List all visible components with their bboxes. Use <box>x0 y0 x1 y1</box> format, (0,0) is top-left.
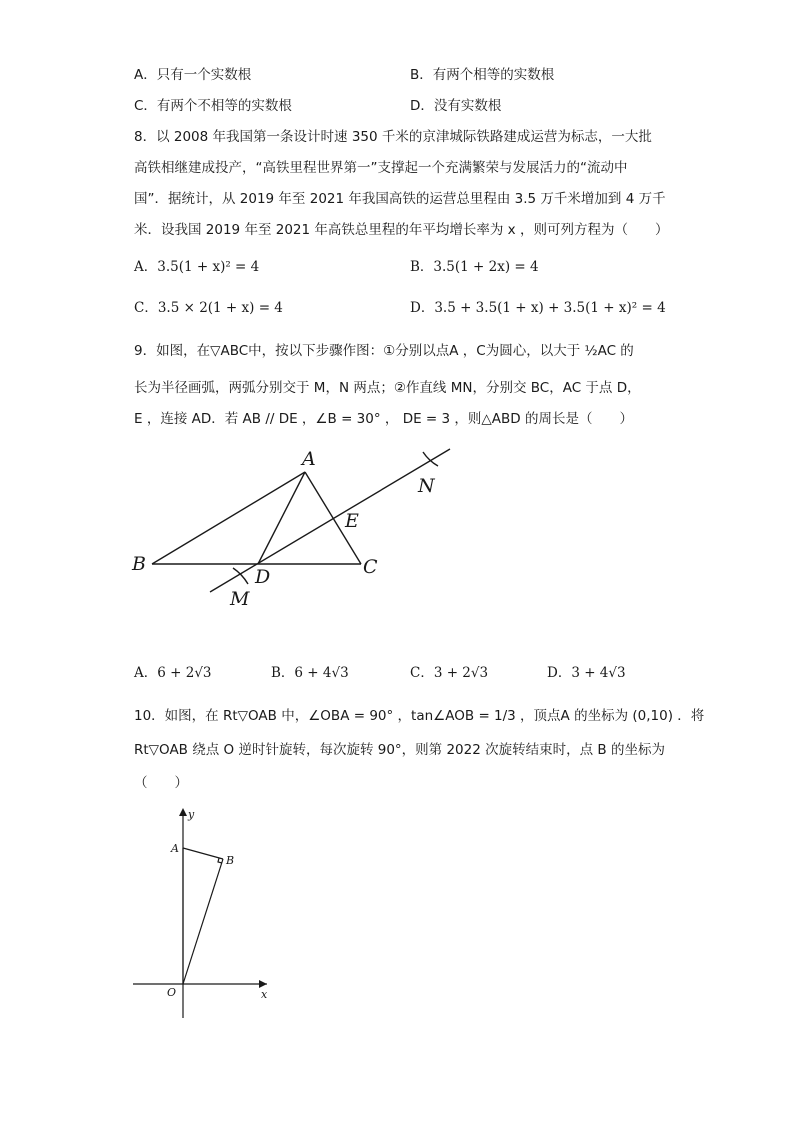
q8-option-b[interactable]: B．3.5(1 + 2x) = 4 <box>410 259 539 275</box>
q7-option-b[interactable]: B．有两个相等的实数根 <box>410 67 555 83</box>
q7-option-c[interactable]: C．有两个不相等的实数根 <box>134 98 292 114</box>
q10-label-y: y <box>188 808 195 821</box>
q9-option-d[interactable]: D．3 + 4√3 <box>547 665 626 681</box>
q10-segment-ob <box>183 859 223 984</box>
q10-label-x: x <box>261 988 268 1001</box>
q8-stem-line-2: 高铁相继建成投产，“高铁里程世界第一”支撑起一个充满繁荣与发展活力的“流动中 <box>134 160 628 176</box>
q7-option-d[interactable]: D．没有实数根 <box>410 98 502 114</box>
q9-stem-line-2: 长为半径画弧，两弧分别交于 M，N 两点；②作直线 MN，分别交 BC，AC 于点 D， <box>134 380 641 396</box>
q9-label-d: D <box>255 566 271 588</box>
q9-option-b[interactable]: B．6 + 4√3 <box>271 665 349 681</box>
q9-option-c[interactable]: C．3 + 2√3 <box>410 665 489 681</box>
q10-stem-line-2: Rt▽OAB 绕点 O 逆时针旋转，每次旋转 90°，则第 2022 次旋转结束时，点 B 的坐标为 <box>134 742 665 758</box>
q10-stem-line-1: 10．如图，在 Rt▽OAB 中，∠OBA = 90° ，tan∠AOB = 1/3 ，顶点A 的坐标为 (0,10) ．将 <box>134 708 705 724</box>
q8-stem-line-1: 8．以 2008 年我国第一条设计时速 350 千米的京津城际铁路建成运营为标志，一大批 <box>134 129 652 145</box>
q10-x-axis-arrow <box>259 980 267 988</box>
q10-label-o: O <box>167 986 177 999</box>
q8-option-c[interactable]: C．3.5 × 2(1 + x) = 4 <box>134 300 283 316</box>
q7-option-a[interactable]: A．只有一个实数根 <box>134 67 252 83</box>
q10-y-axis-arrow <box>179 808 187 816</box>
q9-label-a: A <box>302 448 316 470</box>
q10-stem-line-3: （ ） <box>134 775 188 791</box>
q9-label-b: B <box>132 553 146 575</box>
q9-label-m: M <box>230 588 250 610</box>
q8-option-d[interactable]: D．3.5 + 3.5(1 + x) + 3.5(1 + x)² = 4 <box>410 300 666 316</box>
q10-segment-ab <box>183 848 223 859</box>
q9-line-mn <box>210 449 450 592</box>
q10-label-b: B <box>226 854 235 867</box>
q9-label-c: C <box>363 556 378 578</box>
q9-triangle-figure <box>120 440 470 620</box>
q8-stem-line-3: 国”．据统计，从 2019 年至 2021 年我国高铁的运营总里程由 3.5 万千米增加到 4 万千 <box>134 191 666 207</box>
q9-label-n: N <box>418 475 435 497</box>
q8-option-a[interactable]: A．3.5(1 + x)² = 4 <box>134 259 260 275</box>
q9-stem-line-3: E ，连接 AD．若 AB // DE ，∠B = 30° ， DE = 3 ，则△ABD 的周长是（ ） <box>134 411 633 427</box>
q9-stem-line-1: 9．如图，在▽ABC中，按以下步骤作图：①分别以点A ，C为圆心，以大于 ½AC 的 <box>134 343 634 359</box>
q9-label-e: E <box>345 510 359 532</box>
q8-stem-line-4: 米．设我国 2019 年至 2021 年高铁总里程的年平均增长率为 x ，则可列方程为（ ） <box>134 222 669 238</box>
q9-option-a[interactable]: A．6 + 2√3 <box>134 665 212 681</box>
q10-coordinate-figure <box>125 800 285 1025</box>
q10-label-a: A <box>171 842 179 855</box>
